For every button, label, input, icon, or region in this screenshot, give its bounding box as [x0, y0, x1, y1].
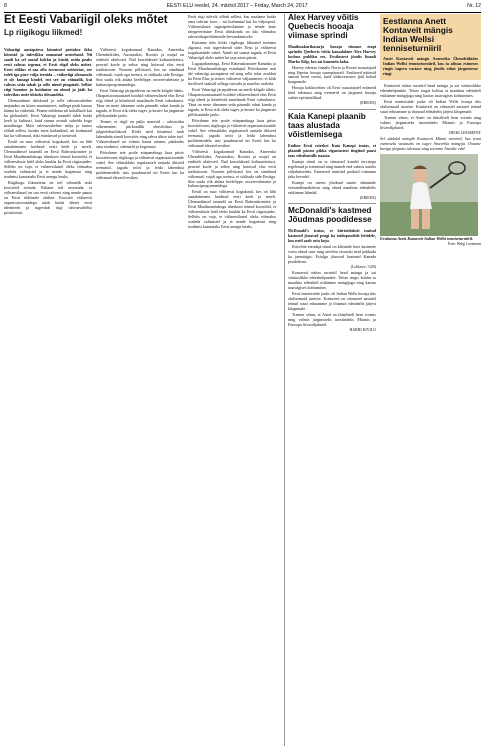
main-article-paragraph: Kutsume üles kõiki riigikogu liikmeid toetama algatusi, mis tugevdavad sidet Eesti ja väliseesti kogukondade vahel. Ainult nii saame tagada, et Eesti Vabariigil oleks mõtet ka saja aasta pärast.	[188, 39, 276, 60]
article-paragraph: Treener sõnas, et Anett on füüsiliselt heas vormis ning valmis järgmisteks turniirideks Miamis ja Euroopa liivaväljakutel.	[380, 115, 481, 131]
article-paragraph: Kontaveit näitas turniiril head mängu ja sai väärtuslikke edetabelipunkte. Teises ringis kohtus ta maailma edetabeli esikümne mängijaga ning kaotas tasavägises kohtumises.	[288, 269, 376, 290]
tennis-column	[380, 14, 481, 746]
article-paragraph: Harvey edestas finaalis Norra ja Rootsi suusatajaid ning lõpetas hooaja suurepäraselt. Eestlased näitasid samuti head vormi, kuid üldarvestuses jäid kohad kaugemale.	[288, 64, 376, 85]
main-article-paragraph: Eesti riigi tulevik sõltub sellest, kas suudame hoida oma rahvast koos – nii kodumaal kui ka väljaspool. Väliseestlaste tagasipöördumine ja nende laste integreerimine Eesti ühiskonda on üks võimalus rahvastikuprobleemide leevendamiseks.	[188, 14, 276, 39]
article-title-harvey: Alex Harvey võitis Quebecis hooaja viimase sprindi	[288, 14, 359, 40]
article-lead-harvey: Maailmakarikasarja hooaja viimase etapi sprindis Quebecis võitis kanadalane Alex Harvey koduse publiku ees. Eestlastest jõudis finaali Marko Kilp, kes sai kuuenda koha.	[288, 43, 376, 64]
main-article-paragraph: Ülemaailmne ühiskond ja selle rahvusvaheline majandus on kiires muutumises, millega peab kaasas käima ka väikeriik. Peame mõtlema nii kohalikult kui ka globaalselt. Eesti Vabariigi tasandil tuleb hoida keelt ja kultuuri, kuid samas avatult suhelda kogu maailmaga. Meie rahvusvaheline mõju ja tuntus sõltub sellest, kuidas meie kodanikud, nii kodumaal kui ka välismaal, riiki esindavad ja toetavad.	[4, 97, 92, 138]
main-article-paragraph: Eestil on suur väliseesti kogukond, kes on läbi aastakümnete hoidnud eesti keelt ja meelt. Ülemaailmsel tasandil on Eesti Rahvuskomitee ja Eesti Maailmanõukogu üheskoos teinud koostööd, et väliseestlaste hääl oleks kuulda ka Eesti riigiasjades. Selleks on vaja, et väliseestlastel oleks võimalus osaleda valimistel ja et nende kogemusi ning teadmisi kasutataks Eesti arengu heaks.	[188, 189, 276, 230]
photo-credit: Foto: Helgi Leesment	[447, 241, 481, 246]
italic-note: Sel nädalal mängib Kontaveit Miami turniiril, kus tema esimeseks vastaseks on tugev Ameerika mängija. Ootame huviga järgmisi tulemusi ning soovime Anettile edu!	[380, 135, 481, 151]
main-article-paragraph: Lugupidamisega, Eesti Rahvuskomitee Kanadas ja Eesti Maailmanõukogu esindajad. Pöördumine anti üle vabariigi aastapäeva eel ning selle tekst avaldati ka Eesti Elus ja teistes väliseesti väljaannetes, et kõik huvilised saaksid sellega tutvuda ja arutelus osaleda.	[188, 60, 276, 86]
article-sign: (Loblaws / GM)	[350, 264, 376, 269]
main-article-title: Et Eesti Vabariigil oleks mõtet	[4, 14, 168, 26]
tennis-headline-box	[380, 14, 481, 80]
issue-number: Nr. 12	[467, 2, 481, 9]
main-article-paragraph: Eesti Vabariigi järjepidevus on meile kõigile tähtis. Okupatsiooniaastatel hoidsid väliseestlased elus Eesti riigi ideed ja kõnelesid maailmale Eesti vabadusest. Täna on meie ülesanne seda pärandit edasi kanda ja tagada, et Eesti riik oleks tugev ja kestev ka järgmiste põlvkondade jaoks.	[96, 87, 184, 118]
tennis-photo	[380, 154, 478, 236]
article-paragraph: Kontaveit näitas turniiril head mängu ja sai väärtuslikke edetabelipunkte. Teises ringis kohtus ta maailma edetabeli esikümne mängijaga ning kaotas tasavägises kohtumises.	[380, 83, 481, 99]
masthead: EESTI ELU reedel, 24. märtsil 2017 – Friday, March 24, 2017	[166, 2, 308, 9]
main-article-lead: Vabariigi aastapäeva künnisel peetakse ikka kõnesid ja tulevikku suunatud arutelusid. Nii saadi ka sel aastal kokku ja küsiti, mida peaks eesti rahvas tegema, et Eesti riigil oleks mõtet. Eesti riiklus ei saa olla iseenesest mõistetav, see tuleb iga päev välja teenida – väikeriigi olemasolu ei ole kunagi kindel, ent see on võimalik, kui rahvas seda tahab ja selle nimel pingutab. Sellise riigi loomine ja hoidmine on olnud ja jääb ka tulevikus meie ühiseks ülesandeks.	[4, 47, 92, 97]
article-paragraph: Hooaja kokkuvõttes oli Eesti suusatajatel mitmeid häid tulemusi ning treenerid on järgmise hooaja suhtes optimistlikud.	[288, 85, 376, 101]
article-paragraph: Kanepi sõnul on ta viimastel kuudel tervisega tegelenud ja treeninud ning tunneb end valmis uuteks väljakutseteks. Esimesed turniirid peaksid toimuma juba kevadel.	[288, 158, 376, 179]
divider	[288, 203, 376, 204]
main-article-paragraph: Väliseesti kogukonnad Kanadas, Ameerika Ühendriikides, Austraalias, Rootsis ja mujal on endiselt aktiivsed. Nad korraldavad kultuuriüritusi, peavad koole ja seltse ning hoiavad elus eesti traditsioone. Noorem põlvkond, kes on sündinud välismaal, vajab aga toetust, et säilitada side Eestiga. Siin saaks riik aidata keeleõppe, noortevahetuste ja kultuuriprogrammidega.	[188, 148, 276, 189]
article-lead-mcdonalds: McDonald's teatas, et kiirtoiduketi tuntud kastmed jõuavad peagi ka toidupoodide lettidele, kus neid saab osta koju.	[288, 228, 376, 244]
article-paragraph: Eesti tennisistide jaoks oli Indian Wells hooaja üks olulisemaid turniire. Kontaveit on viimastel aastatel teinud suuri edusamme ja tõusnud edetabelis järjest kõrgemale.	[288, 290, 376, 311]
article-paragraph: Eesti tennisistide jaoks oli Indian Wells hooaja üks olulisemaid turniire. Kontaveit on viimastel aastatel teinud suuri edusamme ja tõusnud edetabelis järjest kõrgemale.	[380, 99, 481, 115]
byline: HARRI KIVILO	[349, 327, 376, 332]
main-article-paragraph: Väliseesti kogukonnad Kanadas, Ameerika Ühendriikides, Austraalias, Rootsis ja mujal on endiselt aktiivsed. Nad korraldavad kultuuriüritusi, peavad koole ja seltse ning hoiavad elus eesti traditsioone. Noorem põlvkond, kes on sündinud välismaal, vajab aga toetust, et säilitada side Eestiga. Siin saaks riik aidata keeleõppe, noortevahetuste ja kultuuriprogrammidega.	[96, 47, 184, 87]
main-article-col-1	[4, 47, 92, 746]
article-title-kanepi: Kaia Kanepi plaanib taas alustada võistlemisega	[288, 112, 366, 139]
tennis-article-lead: Anett Kontaveit mängis Ameerika Ühendriikides Indian Wellsi tenniseturniiril, kus ta alistas esimeses ringis tugeva vastase ning jõudis edasi järgmisesse ringi.	[383, 56, 478, 77]
article-paragraph: Ettevõtte esindaja sõnul on klientide huvi kastmete vastu olnud suur ning seetõttu otsustati neid pakkuda ka jaemüügis. Esialgu jõuavad kastmed Kanada poodidesse.	[288, 244, 376, 264]
article-paragraph: Kanepi on varem jõudnud suurte slämmide veerandfinaalidesse ning olnud maailma edetabelis esikümne lähedal.	[288, 179, 376, 195]
columns	[4, 14, 481, 746]
photo-caption: Eestlanna Anett Kontaveit Indian Wellsi tenniseturniiril.	[380, 235, 474, 241]
main-article-headline	[4, 14, 184, 40]
article-sign: HEIKI LEESMENT	[449, 131, 481, 136]
tennis-player-image	[380, 154, 478, 236]
page-header	[4, 0, 481, 13]
main-article-kicker: Lp riigikogu liikmed!	[4, 27, 83, 37]
main-article-col-2	[96, 47, 184, 746]
page-number-left: 8	[4, 2, 7, 9]
main-article-paragraph: Riigikogu liikmetena on teil võimalik seda koostööd toetada. Palume teil arvestada, et väliseestlased on osa eesti rahvast ning nende panus on Eesti riiklusele oluline. Koostöö väliseesti organisatsioonidega aitab hoida ühtset eesti identiteeti ja tugevdab riigi rahvusvahelist positsiooni.	[4, 179, 92, 215]
main-article-paragraph: Teame, et riigil on palju muresid – rahvastiku vähenemine, piirkondlik ebavõrdsus ja julgeolekuolukord. Kõiki neid küsimusi saab lahendada ainult koostöös ning rahva ühise tahte toel. Väliseestlased on valmis kaasa aitama, pakkudes oma teadmisi, sidemeid ja kogemusi.	[96, 118, 184, 149]
divider	[288, 109, 376, 110]
article-title-mcdonalds: McDonaldi's kastmed Jõudmas poodidesse	[288, 206, 372, 225]
main-article-paragraph: Eesti Vabariigi järjepidevus on meile kõigile tähtis. Okupatsiooniaastatel hoidsid väliseestlased elus Eesti riigi ideed ja kõnelesid maailmale Eesti vabadusest. Täna on meie ülesanne seda pärandit edasi kanda ja tagada, et Eesti riik oleks tugev ja kestev ka järgmiste põlvkondade jaoks.	[188, 86, 276, 117]
article-lead-kanepi: Endine Eesti esireket Kaia Kanepi teatas, et plaanib pärast pikka vigastustest tingitud pausi taas võistlustulle naasta.	[288, 142, 376, 158]
tennis-article-title: Eestlanna Anett Kontaveit mängis Indian Wellsi tenniseturniiril	[383, 16, 453, 54]
article-sign: (ERR/EE)	[360, 101, 376, 106]
main-article-paragraph: Eestil on suur väliseesti kogukond, kes on läbi aastakümnete hoidnud eesti keelt ja meelt. Ülemaailmsel tasandil on Eesti Rahvuskomitee ja Eesti Maailmanõukogu üheskoos teinud koostööd, et väliseestlaste hääl oleks kuulda ka Eesti riigiasjades. Selleks on vaja, et väliseestlastel oleks võimalus osaleda valimistel ja et nende kogemusi ning teadmisi kasutataks Eesti arengu heaks.	[4, 138, 92, 179]
main-article-paragraph: Pöördume teie poole ettepanekuga luua püsiv koostöövorm riigikogu ja väliseesti organisatsioonide vahel. See võimaldaks regulaarselt arutada ühiseid teemasid, jagada infot ja leida lahendusi probleemidele, mis puudutavad nii Eestit kui ka välismaal elavaid eestlasi.	[96, 149, 184, 180]
article-paragraph: Treener sõnas, et Anett on füüsiliselt heas vormis ning valmis järgmisteks turniirideks Miamis ja Euroopa liivaväljakutel.	[288, 311, 376, 327]
main-article-paragraph: Pöördume teie poole ettepanekuga luua püsiv koostöövorm riigikogu ja väliseesti organisatsioonide vahel. See võimaldaks regulaarselt arutada ühiseid teemasid, jagada infot ja leida lahendusi probleemidele, mis puudutavad nii Eestit kui ka välismaal elavaid eestlasi.	[188, 117, 276, 148]
article-sign: (ERR/EE)	[360, 195, 376, 200]
main-article-col-3	[188, 14, 276, 746]
sports-column	[284, 14, 376, 746]
